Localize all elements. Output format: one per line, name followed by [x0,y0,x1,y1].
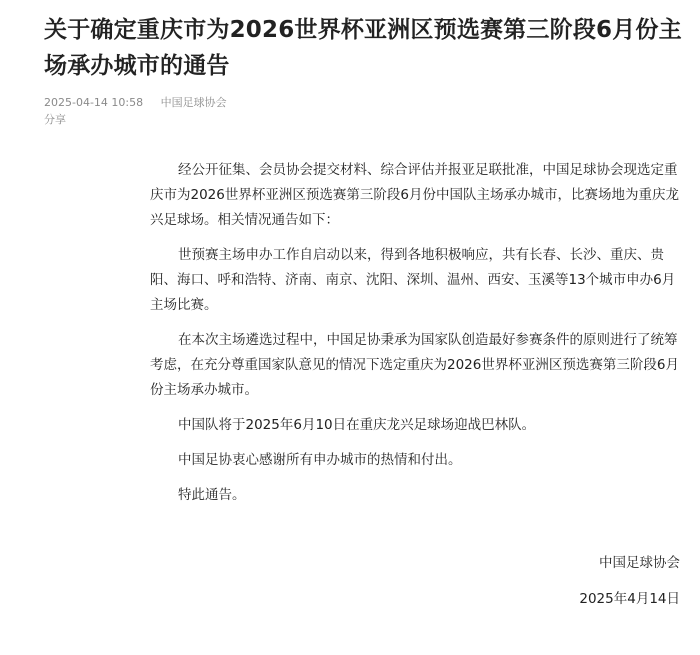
body-paragraph: 特此通告。 [178,487,246,503]
body-paragraph: 中国足协衷心感谢所有申办城市的热情和付出。 [178,452,462,468]
article-title: 关于确定重庆市为2026世界杯亚洲区预选赛第三阶段6月份主场承办城市的通告 [44,17,682,79]
publish-timestamp: 2025-04-14 10:58 [44,96,144,109]
body-paragraph: 世预赛主场申办工作自启动以来，得到各地积极响应，共有长春、长沙、重庆、贵阳、海口、呼和浩特、济南、南京、沈阳、深圳、温州、西安、玉溪等13个城市申办6月主场比赛。 [150,247,676,313]
body-paragraph: 经公开征集、会员协会提交材料、综合评估并报亚足联批准，中国足球协会现选定重庆市为2026世界杯亚洲区预选赛第三阶段6月份中国队主场承办城市，比赛场地为重庆龙兴足球场。相关情况通告如下： [150,162,679,228]
body-paragraph: 中国队将于2025年6月10日在重庆龙兴足球场迎战巴林队。 [178,417,536,433]
body-paragraph: 在本次主场遴选过程中，中国足协秉承为国家队创造最好参赛条件的原则进行了统筹考虑，在充分尊重国家队意见的情况下选定重庆为2026世界杯亚洲区预选赛第三阶段6月份主场承办城市。 [150,332,679,398]
signature-date: 2025年4月14日 [579,591,680,607]
share-button[interactable]: 分享 [44,113,66,126]
signature-organization: 中国足球协会 [599,555,680,571]
signature-block [579,552,680,610]
article-body [150,158,685,518]
article-meta [44,96,227,110]
article-source[interactable]: 中国足球协会 [160,96,227,109]
